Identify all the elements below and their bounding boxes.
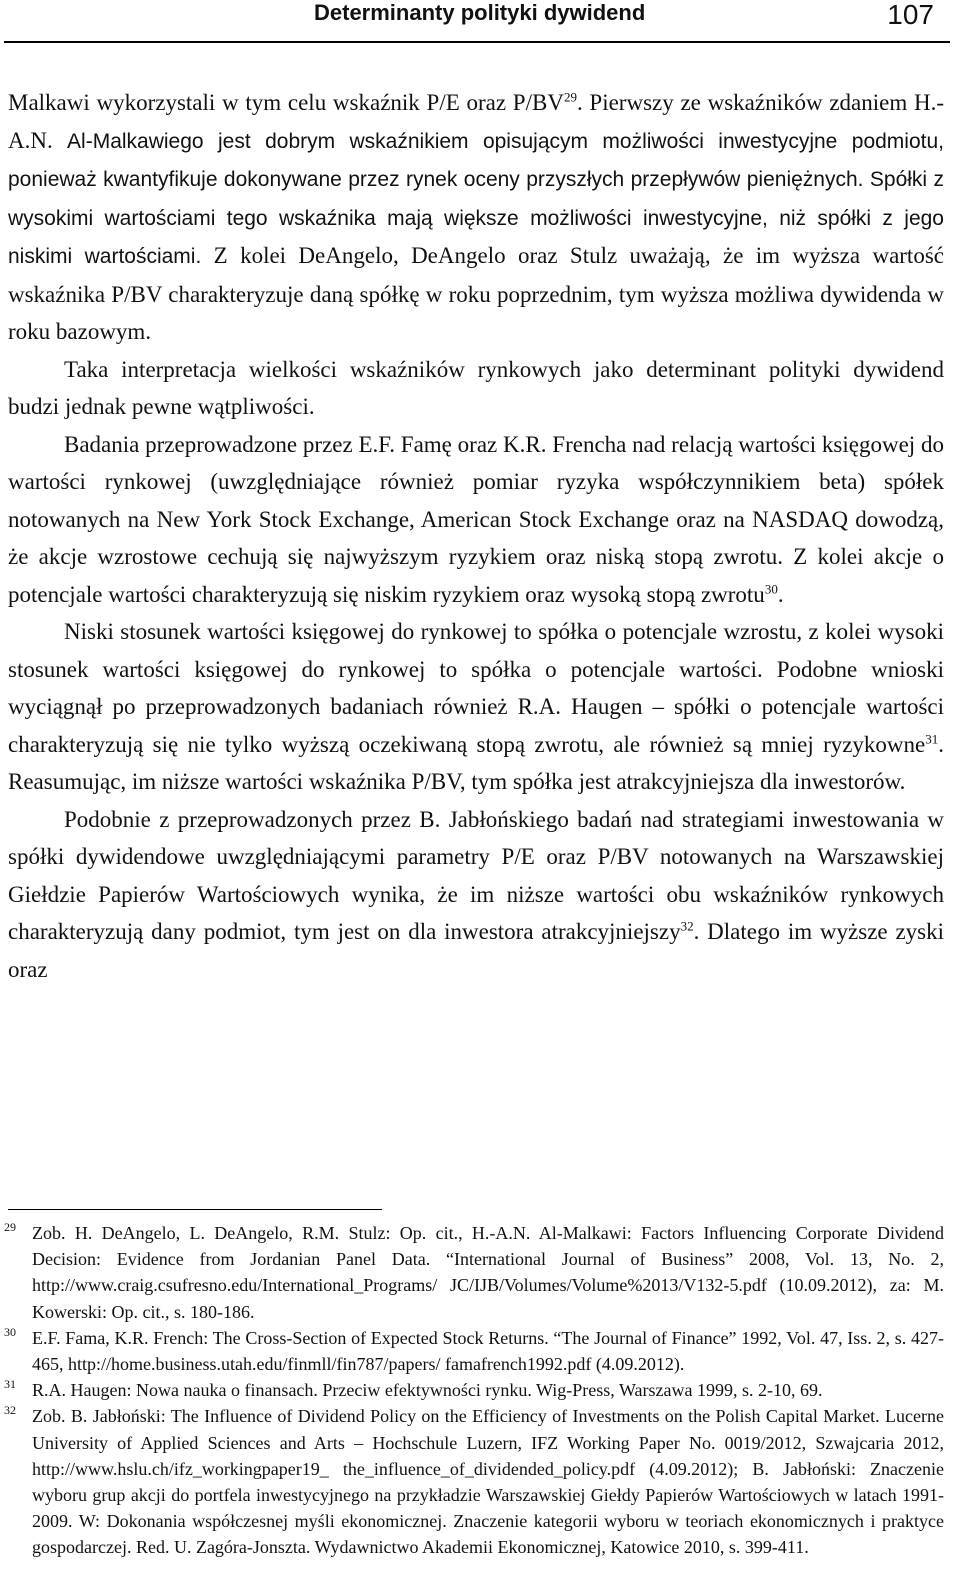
footnote-number: 29 — [4, 1220, 16, 1234]
paragraph-5 — [8, 801, 944, 989]
paragraph-3-part-a: Badania przeprowadzone przez E.F. Famę oraz K.R. Frencha nad relacją wartości księgowej do wartości rynkowej (uwzględniające również pomiar ryzyka współczynnikiem beta) spółek notowanych na New York Stock Exchange, American Stock Exchange oraz na NASDAQ dowodzą, że akcje wzrostowe cechują się najwyższym ryzykiem oraz niską stopą zwrotu. Z kolei akcje o potencjale wartości charakteryzują się niskim ryzykiem oraz wysoką stopą zwrotu — [8, 431, 944, 607]
header-rule — [4, 41, 950, 43]
footnote-29 — [4, 1220, 944, 1325]
footnote-text: R.A. Haugen: Nowa nauka o finansach. Przeciw efektywności rynku. Wig-Press, Warszawa 1999, s. 2-10, 69. — [32, 1380, 823, 1401]
footnote-ref-32[interactable]: 32 — [680, 918, 694, 934]
paragraph-4 — [8, 613, 944, 801]
footnote-ref-31[interactable]: 31 — [925, 730, 939, 746]
paragraph-5-part-a: Podobnie z przeprowadzonych przez B. Jabłońskiego badań nad strategiami inwestowania w spółki dywidendowe uwzględniającymi parametry P/E oraz P/BV notowanych na Warszawskiej Giełdzie Papierów Wartościowych wynika, że im niższe wartości obu wskaźników rynkowych charakteryzują dany podmiot, tym jest on dla inwestora atrakcyjniejszy — [8, 806, 944, 944]
paragraph-2: Taka interpretacja wielkości wskaźników rynkowych jako determinant polityki dywidend budzi jednak pewne wątpliwości. — [8, 356, 944, 419]
footnotes — [4, 1220, 944, 1561]
footnote-31 — [4, 1377, 944, 1403]
body-text — [8, 84, 944, 988]
paragraph-4-part-a: Niski stosunek wartości księgowej do rynkowej to spółka o potencjale wzrostu, z kolei wysoki stosunek wartości księgowej do rynkowej to spółka o potencjale wartości. Podobne wnioski wyciągnął po przeprowadzonych badaniach również R.A. Haugen – spółki o potencjale wartości charakteryzują się nie tylko wyższą oczekiwaną stopą zwrotu, ale również są mniej ryzykowne — [8, 619, 944, 757]
footnote-number: 30 — [4, 1324, 16, 1339]
footnote-ref-29[interactable]: 29 — [563, 89, 577, 105]
paragraph-4-part-b: . Reasumując, im niższe wartości wskaźnika P/BV, tym spółka jest atrakcyjniejsza dla inwestorów. — [8, 731, 944, 794]
paragraph-1 — [8, 84, 944, 351]
paragraph-1-part-a: Malkawi wykorzystali w tym celu wskaźnik P/E oraz P/BV — [8, 90, 564, 115]
running-title: Determinanty polityki dywidend — [314, 0, 646, 25]
paragraph-1-part-b: . Pierwszy ze wskaźników zdaniem H.-A.N. — [8, 90, 944, 153]
footnote-separator — [8, 1209, 382, 1210]
footnote-text: Zob. B. Jabłoński: The Influence of Dividend Policy on the Efficiency of Investments on the Polish Capital Market. Lucerne University of Applied Sciences and Arts – Hochschule Luzern, IFZ Working Paper No. 0019/2012, Szwajcaria 2012, http://www.hslu.ch/ifz_workingpaper19_ the_influence_of_dividended_policy.pdf (4.09.2012); B. Jabłoński: Znaczenie wyboru grup akcji do portfela inwestycyjnego na przykładzie Warszawskiej Giełdy Papierów Wartościowych w latach 1991-2009. W: Dokonania współczesnej myśli ekonomicznej. Znaczenie kategorii wyboru w teoriach ekonomicznych i praktyce gospodarczej. Red. U. Zagóra-Jonszta. Wydawnictwo Akademii Ekonomicznej, Katowice 2010, s. 399-411. — [32, 1406, 944, 1558]
footnote-number: 32 — [4, 1403, 16, 1418]
footnote-text: Zob. H. DeAngelo, L. DeAngelo, R.M. Stulz: Op. cit., H.-A.N. Al-Malkawi: Factors Influencing Corporate Dividend Decision: Evidence from Jordanian Panel Data. “International Journal of Business” 2008, Vol. 13, No. 2, http://www.craig.csufresno.edu/International_Programs/ JC/IJB/Volumes/Volume%2013/V132-5.pdf (10.09.2012), za: M. Kowerski: Op. cit., s. 180-186. — [32, 1223, 944, 1322]
footnote-32 — [4, 1403, 944, 1560]
page-number: 107 — [887, 0, 934, 30]
paragraph-3 — [8, 426, 944, 614]
footnote-30 — [4, 1324, 944, 1377]
footnote-ref-30[interactable]: 30 — [764, 580, 778, 596]
footnote-number: 31 — [4, 1377, 16, 1392]
paragraph-1-part-d: Z kolei DeAngelo, DeAngelo oraz Stulz uważają, że im wyższa wartość wskaźnika P/BV charakteryzuje daną spółkę w roku poprzednim, tym wyższa możliwa dywidenda w roku bazowym. — [8, 243, 944, 344]
running-header — [8, 0, 944, 30]
paragraph-3-part-b: . — [777, 581, 784, 607]
footnote-text: E.F. Fama, K.R. French: The Cross-Section of Expected Stock Returns. “The Journal of Finance” 1992, Vol. 47, Iss. 2, s. 427-465, http://home.business.utah.edu/finmll/fin787/papers/ famafrench1992.pdf (4.09.2012). — [32, 1327, 944, 1375]
paragraph-1-part-c: Al-Malkawiego jest dobrym wskaźnikiem opisującym możliwości inwestycyjne podmiotu, ponieważ kwantyfikuje dokonywane przez rynek oceny przyszłych przepływów pieniężnych. Spółki z wysokimi wartościami tego wskaźnika mają większe możliwości inwestycyjne, niż spółki z jego niskimi wartościami. — [8, 129, 944, 268]
paragraph-5-part-b: . Dlatego im wyższe zyski oraz — [8, 919, 944, 982]
